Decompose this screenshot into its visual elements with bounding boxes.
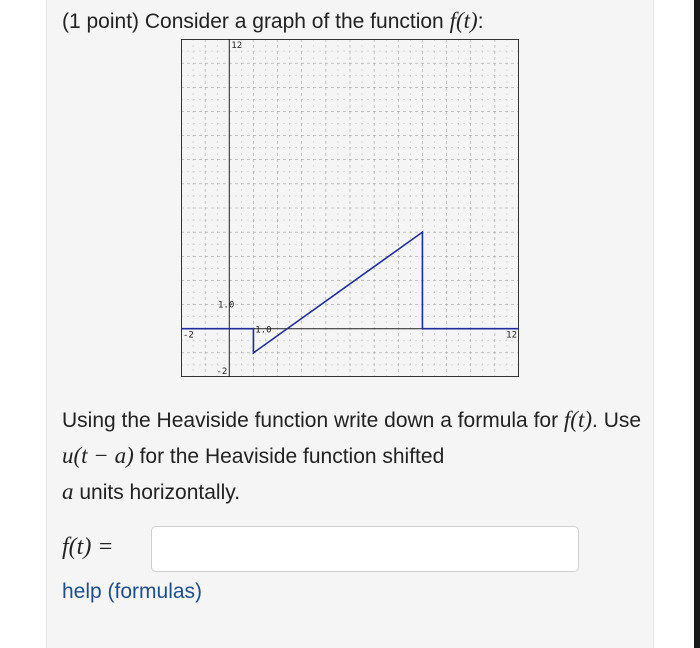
- prompt-text-2: . Use: [592, 409, 642, 432]
- tick-label-x-max: 12: [506, 330, 517, 341]
- prompt-text-4: units horizontally.: [79, 481, 241, 504]
- tick-label-x-min: -2: [183, 330, 194, 341]
- prompt-text-1: Using the Heaviside function write down a formula for: [62, 409, 559, 432]
- tick-label-x-one: 1.0: [255, 325, 272, 336]
- grid-lines: [181, 39, 519, 377]
- function-name: f(t): [449, 8, 478, 33]
- prompt-heaviside: u(t − a): [62, 443, 134, 468]
- prompt-text-3: for the Heaviside function shifted: [139, 445, 445, 468]
- problem-title: [62, 8, 484, 34]
- title-colon: :: [477, 10, 484, 33]
- answer-input[interactable]: [151, 526, 579, 572]
- question-prompt: [62, 402, 642, 510]
- function-graph: [181, 39, 519, 377]
- tick-label-y-one: 1.0: [218, 300, 235, 311]
- problem-intro: (1 point) Consider a graph of the function: [62, 10, 444, 33]
- prompt-var-a: a: [62, 479, 74, 504]
- help-formulas-link[interactable]: help (formulas): [62, 580, 203, 603]
- answer-label: f(t) =: [62, 534, 114, 560]
- prompt-function: f(t): [563, 407, 593, 432]
- tick-label-y-min: -2: [216, 367, 228, 377]
- window-edge: [694, 0, 700, 648]
- tick-label-y-max: 12: [231, 41, 243, 51]
